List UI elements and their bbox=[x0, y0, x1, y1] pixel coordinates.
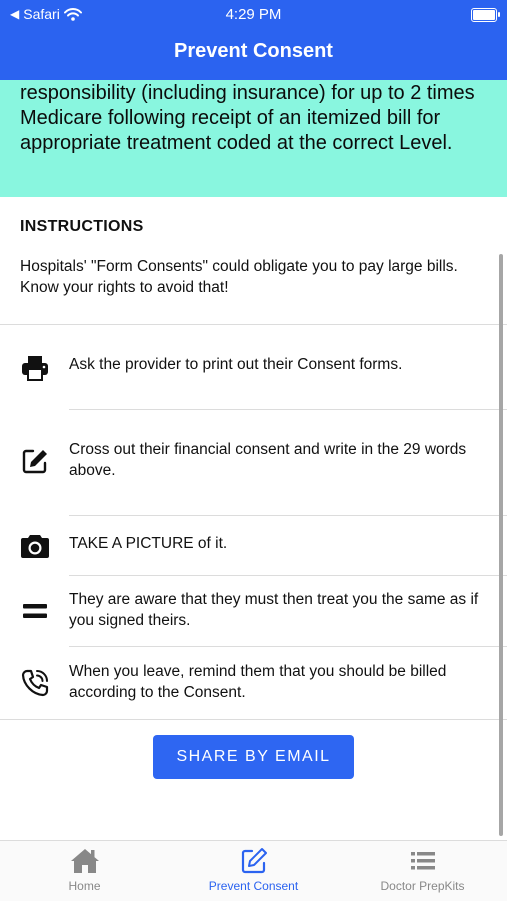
step-text: They are aware that they must then treat you the same as if you signed theirs. bbox=[69, 591, 479, 629]
tab-prevent-consent[interactable] bbox=[169, 847, 338, 893]
equals-icon bbox=[20, 596, 50, 626]
instructions-heading: INSTRUCTIONS bbox=[20, 218, 144, 235]
section-divider bbox=[0, 719, 507, 720]
step-text: When you leave, remind them that you should be billed according to the Consent. bbox=[69, 663, 447, 701]
back-chevron-icon[interactable]: ◀ bbox=[10, 7, 20, 21]
instructions-description: Hospitals' "Form Consents" could obligate you to pay large bills. Know your rights to avoid that! bbox=[20, 258, 458, 296]
tab-doctor-prepkits-label: Doctor PrepKits bbox=[380, 879, 465, 893]
carrier-label: Safari bbox=[23, 6, 60, 22]
app-header bbox=[0, 0, 507, 80]
consent-text: responsibility (including insurance) for up to 2 times Medicare following receipt of an itemized bill for appropriate treatment coded at the correct Level. bbox=[20, 82, 475, 154]
tab-bar bbox=[0, 840, 507, 901]
camera-icon bbox=[20, 531, 50, 561]
step-text: TAKE A PICTURE of it. bbox=[69, 535, 228, 552]
phone-icon bbox=[20, 668, 50, 698]
step-divider bbox=[69, 515, 507, 516]
list-icon bbox=[408, 847, 438, 875]
page-title: Prevent Consent bbox=[174, 40, 333, 62]
step-divider bbox=[69, 646, 507, 647]
edit-icon bbox=[239, 847, 269, 875]
tab-prevent-consent-label: Prevent Consent bbox=[208, 879, 299, 893]
home-icon bbox=[70, 847, 100, 875]
step-divider bbox=[69, 409, 507, 410]
section-divider bbox=[0, 324, 507, 325]
printer-icon bbox=[20, 353, 50, 383]
tab-home[interactable] bbox=[0, 847, 169, 893]
tab-home-label: Home bbox=[68, 879, 101, 893]
status-bar bbox=[0, 4, 507, 24]
step-divider bbox=[69, 575, 507, 576]
status-time: 4:29 PM bbox=[225, 6, 282, 23]
step-text: Ask the provider to print out their Consent forms. bbox=[69, 356, 403, 373]
share-by-email-button[interactable]: SHARE BY EMAIL bbox=[153, 735, 354, 779]
tab-doctor-prepkits[interactable] bbox=[338, 847, 507, 893]
edit-icon bbox=[20, 446, 50, 476]
scrollbar[interactable] bbox=[499, 254, 503, 836]
step-text: Cross out their financial consent and write in the 29 words above. bbox=[69, 441, 467, 479]
consent-text-banner bbox=[0, 80, 507, 197]
battery-icon bbox=[471, 8, 497, 22]
